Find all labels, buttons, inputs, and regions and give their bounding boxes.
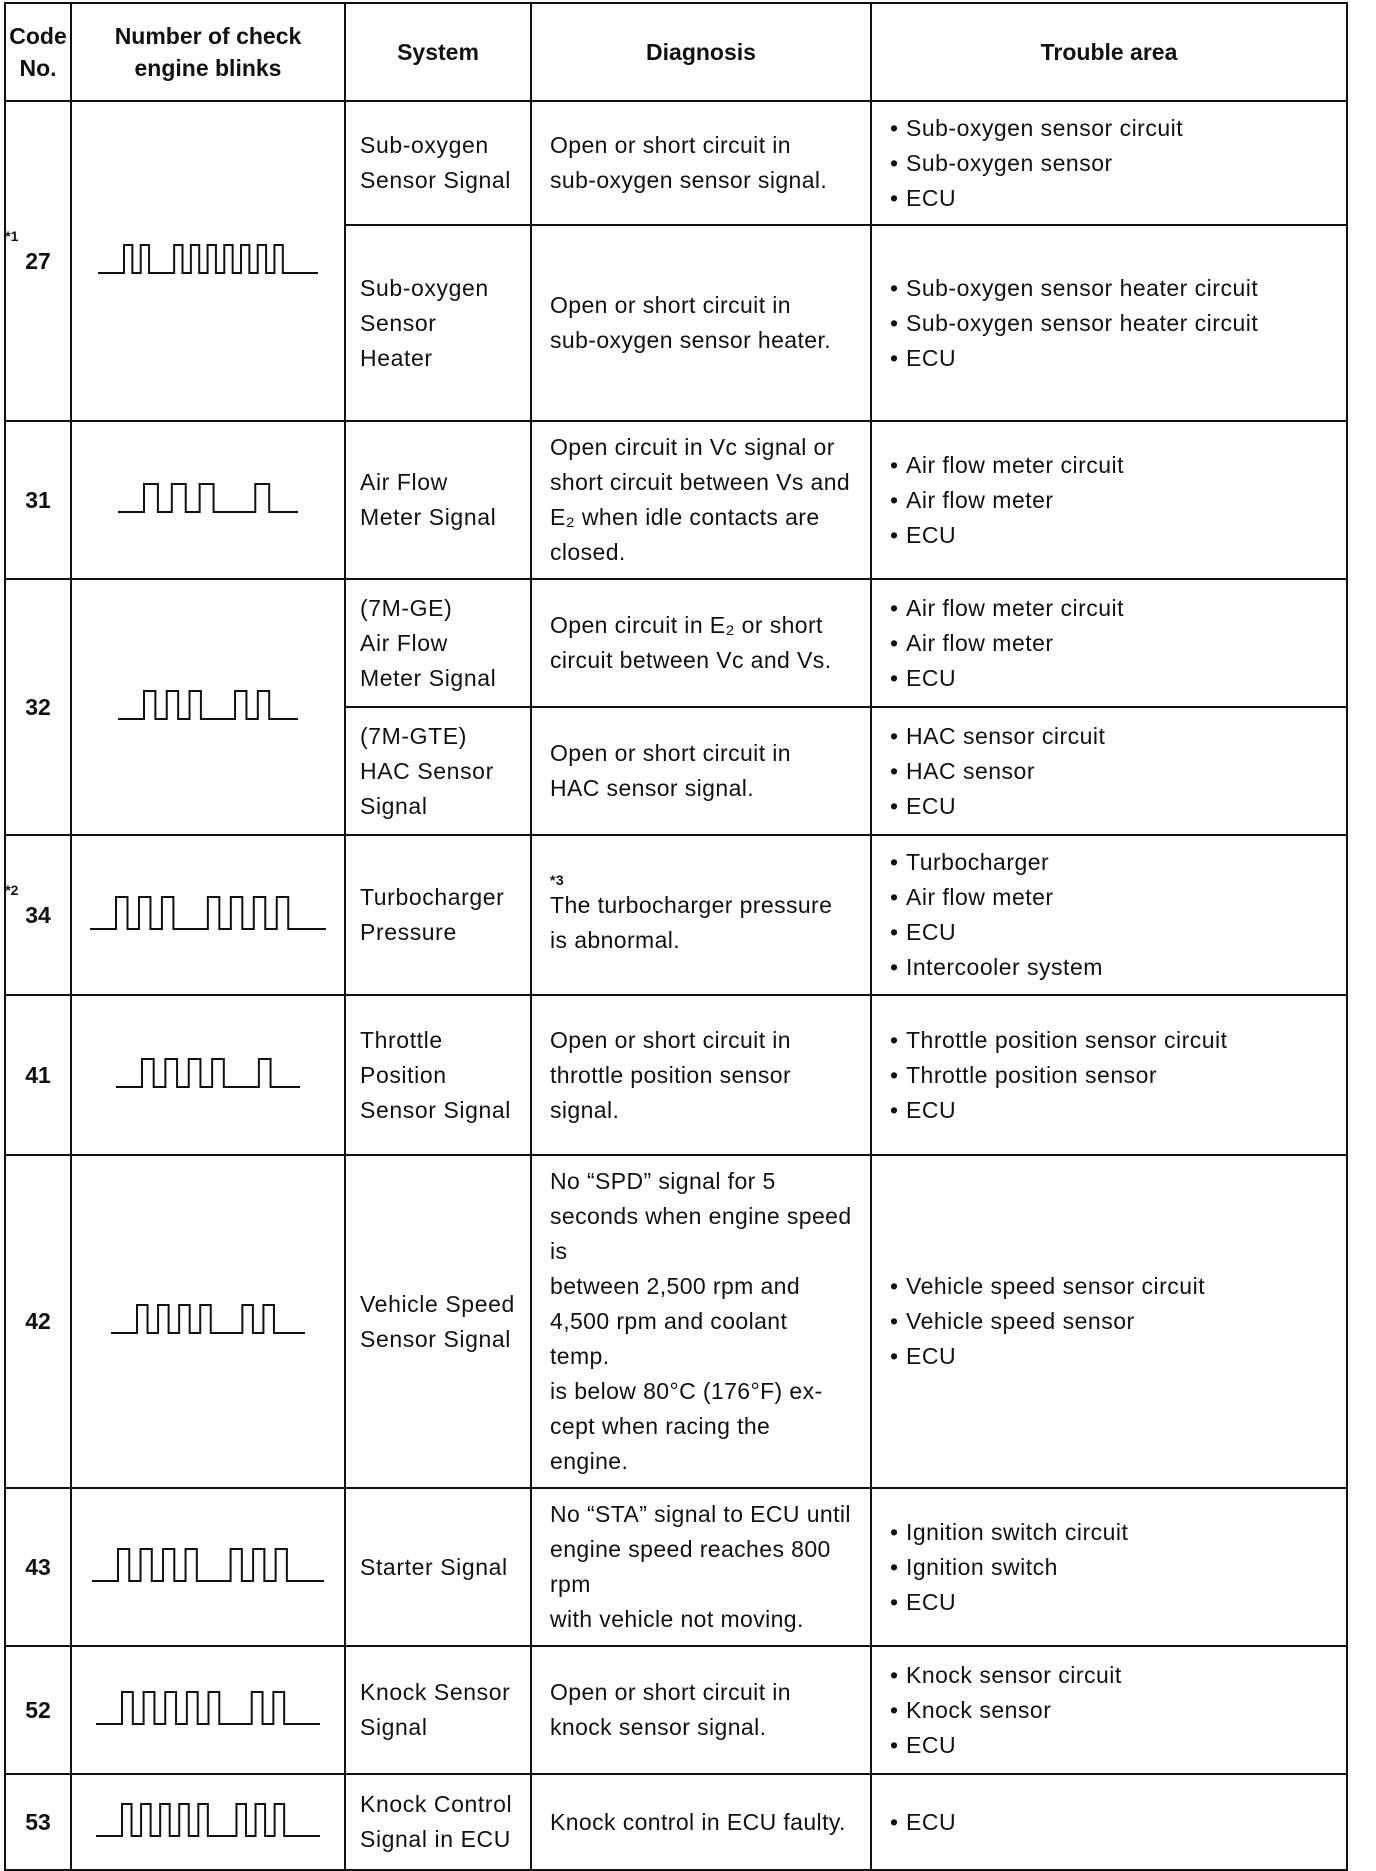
text-line: Open or short circuit in xyxy=(550,1679,791,1705)
text-line: Open or short circuit in xyxy=(550,1026,791,1053)
blink-pattern-cell xyxy=(71,101,345,421)
text-line: The turbocharger pressure xyxy=(550,892,833,918)
text-line: Starter Signal xyxy=(360,1553,508,1580)
diagnosis-cell xyxy=(531,1774,871,1870)
trouble-item: • ECU xyxy=(890,1585,1334,1620)
trouble-item: • Throttle position sensor circuit xyxy=(890,1023,1334,1058)
system-cell xyxy=(345,835,531,995)
trouble-item: • Sub-oxygen sensor circuit xyxy=(890,111,1334,146)
blink-waveform-41 xyxy=(116,1055,300,1091)
trouble-item: • ECU xyxy=(890,341,1334,376)
diagnosis-cell xyxy=(531,225,871,421)
trouble-area-cell xyxy=(871,707,1347,835)
trouble-item: • Knock sensor circuit xyxy=(890,1658,1334,1693)
code-cell xyxy=(5,1646,71,1774)
trouble-item: • Sub-oxygen sensor heater circuit xyxy=(890,306,1334,341)
trouble-area-cell xyxy=(871,225,1347,421)
system-cell xyxy=(345,995,531,1155)
text-line: Air Flow xyxy=(360,469,448,495)
trouble-item: • Air flow meter circuit xyxy=(890,591,1334,626)
table-row-32a xyxy=(5,579,1347,707)
text-line: short circuit between Vs and xyxy=(550,469,851,495)
code-cell xyxy=(5,1155,71,1488)
blink-pulse-train xyxy=(116,1059,300,1087)
text-line: knock sensor signal. xyxy=(550,1714,767,1740)
trouble-area-cell xyxy=(871,1774,1347,1870)
text-line: Meter Signal xyxy=(360,504,497,530)
text-line: is abnormal. xyxy=(550,927,681,953)
blink-pattern-cell xyxy=(71,1646,345,1774)
system-cell xyxy=(345,1488,531,1646)
trouble-area-cell xyxy=(871,421,1347,579)
code-cell xyxy=(5,579,71,835)
trouble-item: • ECU xyxy=(890,1728,1334,1763)
system-cell xyxy=(345,1774,531,1870)
blink-waveform-27 xyxy=(98,241,318,277)
text-line: closed. xyxy=(550,539,626,565)
diagnosis-cell xyxy=(531,579,871,707)
text-line: Sub-oxygen xyxy=(360,274,489,301)
text-line: HAC sensor signal. xyxy=(550,775,755,801)
text-line: E₂ when idle contacts are xyxy=(550,504,820,530)
diagnosis-cell xyxy=(531,1155,871,1488)
footnote-marker: *1 xyxy=(5,227,19,244)
code-number: 27 xyxy=(25,247,51,274)
text-line: Vehicle Speed xyxy=(360,1290,515,1317)
text-line: Signal xyxy=(360,792,428,819)
table-row-53 xyxy=(5,1774,1347,1870)
text-line: circuit between Vc and Vs. xyxy=(550,647,832,673)
trouble-list xyxy=(890,1805,1334,1840)
text-line: Pressure xyxy=(360,919,457,945)
text-line: Knock Control xyxy=(360,1791,513,1817)
trouble-area-cell xyxy=(871,579,1347,707)
system-cell xyxy=(345,225,531,421)
blink-waveform-32 xyxy=(118,687,298,723)
blink-waveform-31 xyxy=(118,480,298,516)
trouble-item: • Ignition switch circuit xyxy=(890,1515,1334,1550)
header-blinks: Number of check engine blinks xyxy=(71,3,345,101)
trouble-item: • Turbocharger xyxy=(890,845,1334,880)
trouble-area-cell xyxy=(871,835,1347,995)
trouble-list xyxy=(890,111,1334,216)
trouble-list xyxy=(890,845,1334,985)
text-line: is below 80°C (176°F) ex- xyxy=(550,1378,823,1404)
text-line: seconds when engine speed is xyxy=(550,1203,852,1264)
trouble-item: • Throttle position sensor xyxy=(890,1058,1334,1093)
trouble-area-cell xyxy=(871,1155,1347,1488)
code-number: 31 xyxy=(25,486,51,513)
trouble-list xyxy=(890,719,1334,824)
code-number: 34 xyxy=(25,901,51,928)
text-line: between 2,500 rpm and xyxy=(550,1273,801,1299)
text-line: Air Flow xyxy=(360,629,448,656)
trouble-list xyxy=(890,591,1334,696)
blink-pattern-cell xyxy=(71,995,345,1155)
trouble-list xyxy=(890,271,1334,376)
text-line: Sensor xyxy=(360,309,437,336)
text-line: Sensor Signal xyxy=(360,167,511,193)
code-cell xyxy=(5,1774,71,1870)
trouble-item: • Intercooler system xyxy=(890,950,1334,985)
text-line: Open circuit in E₂ or short xyxy=(550,612,823,638)
text-line: Knock control in ECU faulty. xyxy=(550,1808,846,1835)
text-line: with vehicle not moving. xyxy=(550,1606,804,1632)
text-line: Open or short circuit in xyxy=(550,132,791,158)
trouble-area-cell xyxy=(871,1488,1347,1646)
text-line: Throttle xyxy=(360,1026,443,1053)
blink-pulse-train xyxy=(98,245,318,273)
header-trouble-area: Trouble area xyxy=(871,3,1347,101)
code-number: 32 xyxy=(25,693,51,720)
table-row-27a xyxy=(5,101,1347,225)
blink-pattern-cell xyxy=(71,1774,345,1870)
blink-pulse-train xyxy=(111,1305,305,1333)
footnote-marker: *2 xyxy=(5,881,19,898)
blink-pattern-cell xyxy=(71,835,345,995)
system-cell xyxy=(345,421,531,579)
blink-pattern-cell xyxy=(71,421,345,579)
trouble-item: • Air flow meter xyxy=(890,483,1334,518)
code-number: 41 xyxy=(25,1061,51,1088)
blink-pulse-train xyxy=(92,1549,324,1581)
blink-pattern-cell xyxy=(71,1488,345,1646)
text-line: HAC Sensor xyxy=(360,757,494,784)
text-line: Open or short circuit in xyxy=(550,740,791,766)
trouble-item: • ECU xyxy=(890,915,1334,950)
blink-waveform-43 xyxy=(92,1545,324,1585)
text-line: Open or short circuit in xyxy=(550,292,791,318)
text-line: Signal in ECU xyxy=(360,1826,511,1852)
trouble-item: • ECU xyxy=(890,1093,1334,1128)
trouble-item: • Sub-oxygen sensor xyxy=(890,146,1334,181)
blink-pulse-train xyxy=(118,484,298,512)
text-line: No “SPD” signal for 5 xyxy=(550,1168,776,1194)
blink-waveform-53 xyxy=(96,1800,320,1840)
text-line: throttle position sensor signal. xyxy=(550,1061,792,1123)
trouble-item: • Air flow meter circuit xyxy=(890,448,1334,483)
blink-pulse-train xyxy=(90,897,326,929)
trouble-item: • ECU xyxy=(890,1805,1334,1840)
table-row-43 xyxy=(5,1488,1347,1646)
trouble-area-cell xyxy=(871,1646,1347,1774)
blink-waveform-52 xyxy=(96,1688,320,1728)
trouble-item: • HAC sensor circuit xyxy=(890,719,1334,754)
trouble-item: • ECU xyxy=(890,518,1334,553)
trouble-item: • Sub-oxygen sensor heater circuit xyxy=(890,271,1334,306)
text-line: (7M-GE) xyxy=(360,594,453,621)
text-line: Sensor Signal xyxy=(360,1096,511,1123)
trouble-item: • Knock sensor xyxy=(890,1693,1334,1728)
blink-pattern-cell xyxy=(71,579,345,835)
code-cell xyxy=(5,1488,71,1646)
text-line: cept when racing the engine. xyxy=(550,1413,771,1474)
code-cell xyxy=(5,421,71,579)
code-number: 42 xyxy=(25,1308,51,1334)
text-line: Heater xyxy=(360,344,433,371)
diagnosis-cell xyxy=(531,995,871,1155)
code-number: 53 xyxy=(25,1808,51,1835)
text-line: Position xyxy=(360,1061,447,1088)
blink-pattern-cell xyxy=(71,1155,345,1488)
code-cell xyxy=(5,995,71,1155)
system-cell xyxy=(345,101,531,225)
diagnostic-code-page xyxy=(4,2,1346,1871)
text-line: Meter Signal xyxy=(360,664,497,691)
text-line: No “STA” signal to ECU until xyxy=(550,1501,851,1527)
system-cell xyxy=(345,707,531,835)
trouble-item: • ECU xyxy=(890,1339,1334,1374)
diagnosis-cell xyxy=(531,835,871,995)
table-row-31 xyxy=(5,421,1347,579)
trouble-area-cell xyxy=(871,101,1347,225)
code-number: 43 xyxy=(25,1553,51,1580)
trouble-item: • ECU xyxy=(890,661,1334,696)
table-row-34 xyxy=(5,835,1347,995)
text-line: Signal xyxy=(360,1714,428,1740)
blink-waveform-34 xyxy=(90,893,326,933)
text-line: Sensor Signal xyxy=(360,1325,511,1352)
diagnosis-cell xyxy=(531,1488,871,1646)
text-line: Sub-oxygen xyxy=(360,132,489,158)
diagnostic-code-table xyxy=(4,2,1348,1871)
trouble-item: • Vehicle speed sensor circuit xyxy=(890,1269,1334,1304)
footnote-marker: *3 xyxy=(550,872,565,888)
table-row-42 xyxy=(5,1155,1347,1488)
text-line: engine speed reaches 800 rpm xyxy=(550,1536,831,1597)
trouble-item: • Air flow meter xyxy=(890,626,1334,661)
text-line: (7M-GTE) xyxy=(360,722,468,749)
header-diagnosis: Diagnosis xyxy=(531,3,871,101)
trouble-item: • Air flow meter xyxy=(890,880,1334,915)
trouble-list xyxy=(890,1269,1334,1374)
system-cell xyxy=(345,1155,531,1488)
table-row-41 xyxy=(5,995,1347,1155)
blink-pulse-train xyxy=(96,1804,320,1836)
text-line: Turbocharger xyxy=(360,884,505,910)
text-line: Knock Sensor xyxy=(360,1679,511,1705)
system-cell xyxy=(345,579,531,707)
trouble-list xyxy=(890,1658,1334,1763)
header-code: Code No. xyxy=(5,3,71,101)
diagnosis-cell xyxy=(531,421,871,579)
trouble-item: • ECU xyxy=(890,789,1334,824)
text-line: Open circuit in Vc signal or xyxy=(550,434,835,460)
diagnosis-cell xyxy=(531,707,871,835)
text-line: sub-oxygen sensor heater. xyxy=(550,327,832,353)
trouble-item: • ECU xyxy=(890,181,1334,216)
blink-pulse-train xyxy=(118,691,298,719)
trouble-list xyxy=(890,1023,1334,1128)
trouble-item: • Ignition switch xyxy=(890,1550,1334,1585)
header-system: System xyxy=(345,3,531,101)
diagnosis-cell xyxy=(531,101,871,225)
trouble-item: • Vehicle speed sensor xyxy=(890,1304,1334,1339)
text-line: sub-oxygen sensor signal. xyxy=(550,167,828,193)
header-row xyxy=(5,3,1347,101)
trouble-list xyxy=(890,1515,1334,1620)
code-cell xyxy=(5,101,71,421)
code-number: 52 xyxy=(25,1696,51,1723)
trouble-list xyxy=(890,448,1334,553)
table-row-52 xyxy=(5,1646,1347,1774)
system-cell xyxy=(345,1646,531,1774)
trouble-item: • HAC sensor xyxy=(890,754,1334,789)
text-line: 4,500 rpm and coolant temp. xyxy=(550,1308,788,1369)
trouble-area-cell xyxy=(871,995,1347,1155)
diagnosis-cell xyxy=(531,1646,871,1774)
blink-waveform-42 xyxy=(111,1301,305,1337)
blink-pulse-train xyxy=(96,1692,320,1724)
code-cell xyxy=(5,835,71,995)
